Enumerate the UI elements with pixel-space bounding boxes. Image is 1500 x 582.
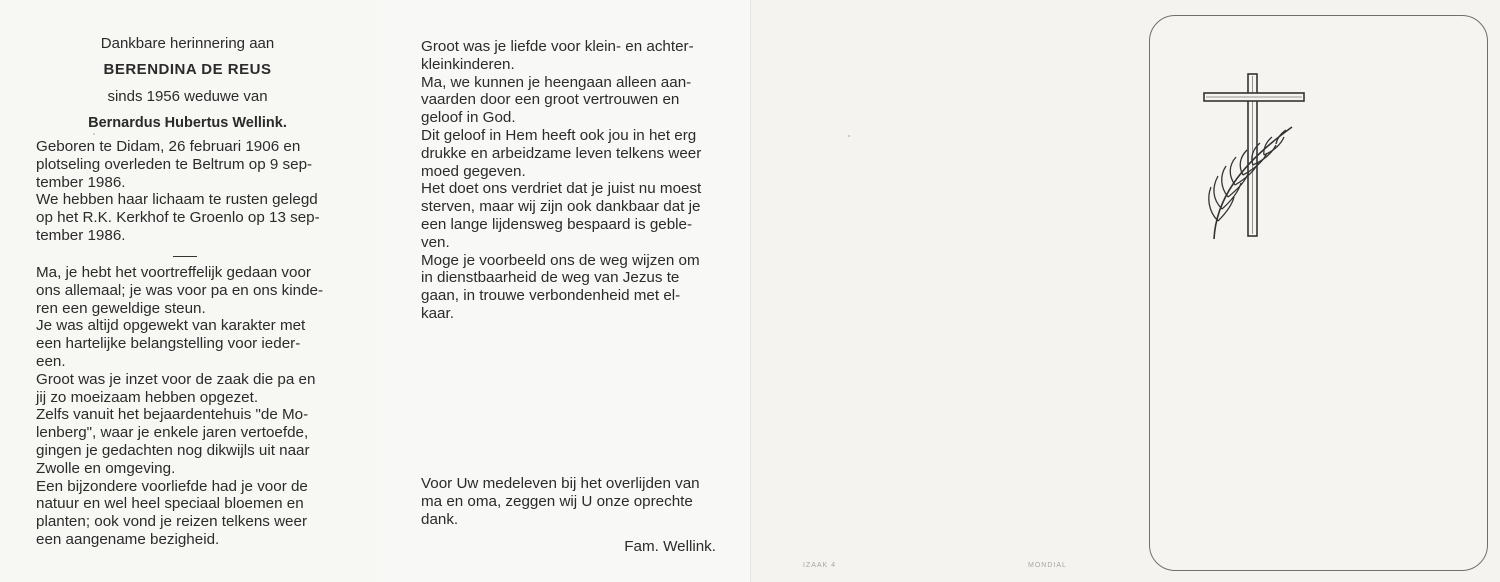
- text-line: Ma, we kunnen je heengaan alleen aan-: [421, 73, 692, 91]
- text-line: Een bijzondere voorliefde had je voor de: [36, 477, 308, 495]
- left-page: [0, 0, 375, 582]
- widow-since: sinds 1956 weduwe van: [107, 88, 268, 105]
- text-line: Groot was je inzet voor de zaak die pa en: [36, 370, 316, 388]
- text-line: lenberg", waar je enkele jaren vertoefde,: [36, 424, 309, 442]
- text-line: Geboren te Didam, 26 februari 1906 en: [36, 138, 301, 155]
- text-line: natuur en wel heel speciaal bloemen en: [36, 495, 304, 513]
- text-line: jij zo moeizaam hebben opgezet.: [36, 388, 259, 406]
- fold-line: [750, 0, 751, 582]
- family-signature: Fam. Wellink.: [624, 538, 716, 555]
- text-line: kleinkinderen.: [421, 55, 515, 73]
- section-divider: [173, 256, 197, 257]
- printer-mark-left: IZAAK 4: [803, 562, 837, 569]
- text-line: drukke en arbeidzame leven telkens weer: [421, 144, 702, 162]
- text-line: gaan, in trouwe verbondenheid met el-: [421, 287, 681, 305]
- text-line: We hebben haar lichaam te rusten gelegd: [36, 191, 318, 209]
- text-line: planten; ook vond je reizen telkens weer: [36, 513, 308, 531]
- text-line: Zelfs vanuit het bejaardentehuis "de Mo-: [36, 406, 309, 424]
- text-line: een.: [36, 352, 66, 370]
- deceased-name: BERENDINA DE REUS: [103, 61, 272, 78]
- text-line: ren een geweldige steun.: [36, 299, 206, 317]
- memorial-card: [1149, 15, 1488, 571]
- cross-with-palm-icon: [1198, 71, 1318, 251]
- paper-speck: [93, 133, 95, 135]
- printer-mark-right: MONDIAL: [1028, 562, 1067, 569]
- text-line: Ma, je hebt het voortreffelijk gedaan voor: [36, 264, 311, 281]
- husband-name: Bernardus Hubertus Wellink.: [88, 115, 287, 131]
- text-line: kaar.: [421, 304, 454, 322]
- text-line: tember 1986.: [36, 173, 126, 191]
- text-line: Groot was je liefde voor klein- en achter-: [421, 38, 694, 55]
- text-line: Voor Uw medeleven bij het overlijden van: [421, 475, 700, 492]
- text-line: plotseling overleden te Beltrum op 9 sep-: [36, 155, 313, 173]
- text-line: Moge je voorbeeld ons de weg wijzen om: [421, 251, 700, 269]
- text-line: Het doet ons verdriet dat je juist nu moest: [421, 180, 702, 198]
- text-line: een lange lijdensweg bespaard is geble-: [421, 215, 693, 233]
- text-line: gingen je gedachten nog dikwijls uit naar: [36, 441, 310, 459]
- intro-text: [36, 138, 332, 245]
- tribute-text-left: [36, 264, 332, 549]
- text-line: dank.: [421, 510, 459, 528]
- text-line: in dienstbaarheid de weg van Jezus te: [421, 269, 680, 287]
- text-line: ven.: [421, 233, 450, 251]
- text-line: ons allemaal; je was voor pa en ons kinde-: [36, 281, 324, 299]
- thanks-text: [421, 475, 716, 528]
- text-line: Je was altijd opgewekt van karakter met: [36, 317, 306, 335]
- text-line: tember 1986.: [36, 226, 126, 244]
- text-line: een aangename bezigheid.: [36, 530, 220, 548]
- text-line: ma en oma, zeggen wij U onze oprechte: [421, 492, 693, 510]
- text-line: een hartelijke belangstelling voor ieder-: [36, 335, 301, 353]
- text-line: Dit geloof in Hem heeft ook jou in het erg: [421, 126, 697, 144]
- text-line: geloof in God.: [421, 109, 516, 127]
- memorial-heading: Dankbare herinnering aan: [100, 35, 275, 52]
- paper-speck: [848, 135, 850, 137]
- text-line: op het R.K. Kerkhof te Groenlo op 13 sep-: [36, 209, 320, 227]
- text-line: sterven, maar wij zijn ook dankbaar dat je: [421, 198, 701, 216]
- text-line: moed gegeven.: [421, 162, 526, 180]
- text-line: vaarden door een groot vertrouwen en: [421, 91, 680, 109]
- tribute-text-right: [421, 38, 716, 323]
- text-line: Zwolle en omgeving.: [36, 459, 176, 477]
